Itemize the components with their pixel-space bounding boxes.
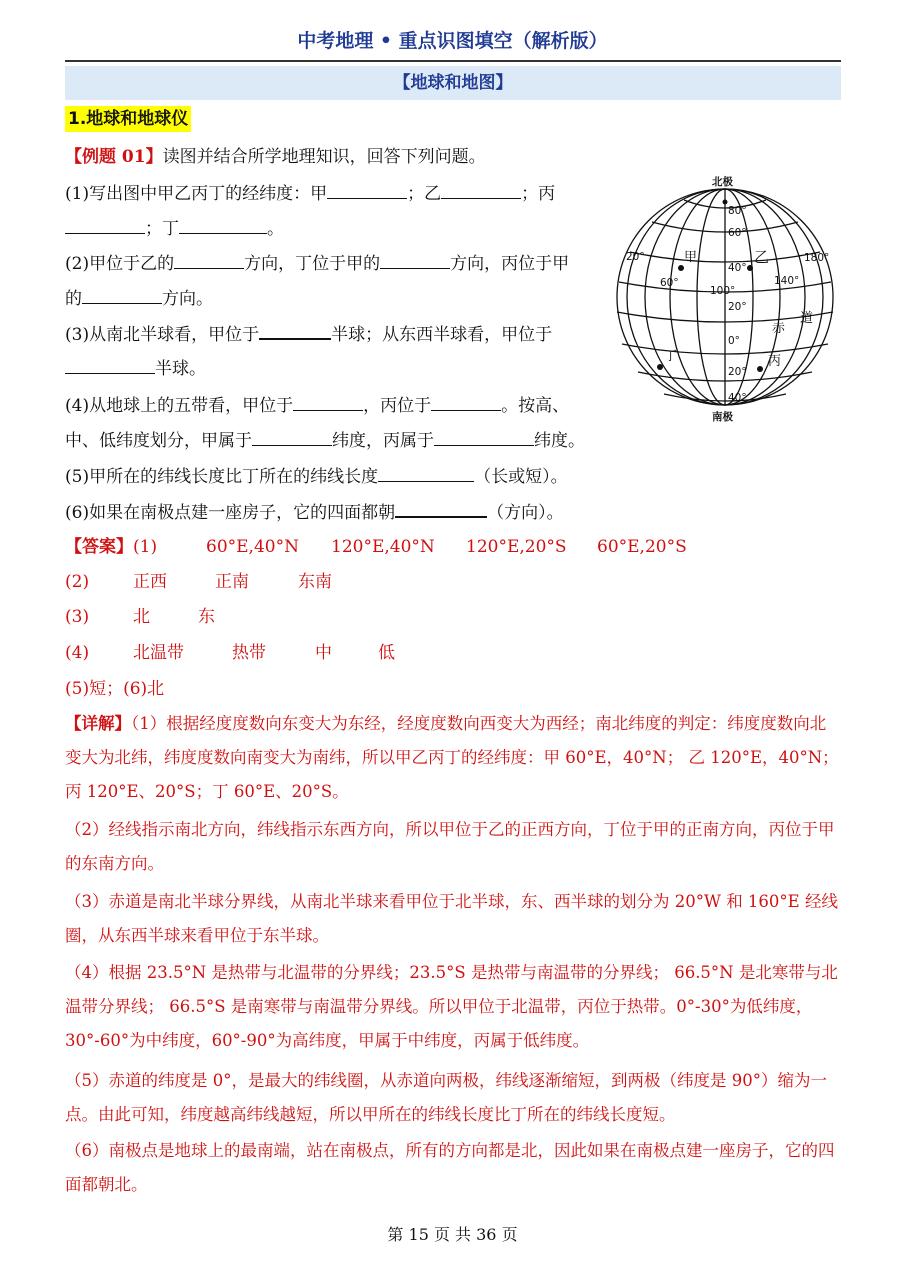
header-rule	[65, 60, 841, 62]
answer-blank	[65, 355, 155, 374]
q4-text: (4)从地球上的五带看，甲位于	[65, 396, 294, 416]
answer-blank	[82, 285, 162, 304]
page-header: 中考地理 • 重点识图填空（解析版）	[297, 30, 608, 52]
lat-label: 20°	[728, 301, 747, 313]
answer-blank	[327, 180, 407, 199]
q6-text: (6)如果在南极点建一座房子，它的四面都朝	[65, 503, 396, 523]
answer-value: 120°E,40°N	[331, 537, 435, 557]
q4-text: 纬度，丙属于	[332, 431, 434, 451]
answer-label: (3)	[65, 607, 90, 627]
answer-value: 正南	[215, 572, 249, 592]
q1-sep: ；丁	[145, 219, 179, 239]
north-pole-label: 北极	[712, 176, 733, 188]
globe-figure	[608, 172, 842, 424]
answer-value: 60°E,20°S	[597, 537, 687, 557]
answer-blank	[293, 392, 363, 411]
lat-label: 0°	[728, 335, 740, 347]
explanation-p3: （3）赤道是南北半球分界线，从南北半球来看甲位于北半球，东、西半球的划分为 20°W 和 160°E 经线圈，从东西半球来看甲位于东半球。	[65, 892, 838, 945]
q4-text: ，丙位于	[363, 396, 432, 416]
answer-blank	[434, 427, 534, 446]
answer-blank	[259, 320, 331, 340]
answer-label: (1)	[133, 537, 158, 557]
section-title: 【地球和地图】	[65, 66, 841, 100]
explanation-p1	[65, 707, 841, 809]
q3-text: 半球。	[155, 359, 206, 379]
point-jia	[678, 265, 684, 271]
point-yi	[747, 265, 753, 271]
label-ding: 丁	[664, 349, 678, 364]
label-jia: 甲	[684, 250, 698, 265]
answer-blank	[378, 463, 474, 482]
q1-sep: ；丙	[521, 184, 556, 204]
lon-label: 140°	[774, 275, 800, 287]
q6-text: （方向）。	[487, 503, 564, 523]
lat-label: 20°	[728, 366, 747, 378]
equator-label-1: 赤	[772, 321, 786, 336]
answer-blank	[395, 498, 487, 518]
south-pole-label: 南极	[712, 411, 733, 423]
explanation-p5: （5）赤道的纬度是 0°，是最大的纬线圈，从赤道向两极，纬线逐渐缩短，到两极（纬度是 90°）缩为一点。由此可知，纬度越高纬线越短，所以甲所在的纬线长度比丁所在的纬线长度短。	[65, 1071, 827, 1124]
point-ding	[657, 364, 663, 370]
lat-label: 40°	[728, 392, 747, 404]
question-2-line-2	[65, 285, 213, 311]
q2-text: 方向，丁位于甲的	[244, 254, 381, 274]
page-footer: 第 15 页 共 36 页	[387, 1225, 518, 1244]
q1-end: 。	[267, 219, 284, 239]
answer-label: (2)	[65, 572, 90, 592]
example-tag: 【例题 01】	[65, 147, 163, 167]
question-3-line-2	[65, 355, 206, 381]
explanation-p2: （2）经线指示南北方向，纬线指示东西方向，所以甲位于乙的正西方向，丁位于甲的正南方向，丙位于甲的东南方向。	[65, 820, 835, 873]
answer-blank	[431, 392, 501, 411]
answer-blank	[179, 215, 267, 234]
answer-row-1	[65, 535, 157, 559]
question-6-line	[65, 498, 564, 525]
answer-blank	[174, 250, 244, 269]
explanation-tag: 【详解】	[65, 714, 131, 733]
q1-sep: ；乙	[407, 184, 442, 204]
question-3-line-1	[65, 320, 552, 347]
q5-text: (5)甲所在的纬线长度比丁所在的纬线长度	[65, 467, 379, 487]
example-intro-line	[65, 145, 486, 169]
question-2-line-1	[65, 250, 569, 276]
answer-blank	[252, 427, 332, 446]
q4-text: 。按高、	[501, 396, 570, 416]
q2-text: 方向，丙位于甲	[450, 254, 570, 274]
answer-label: (4)	[65, 643, 90, 663]
label-bing: 丙	[768, 354, 782, 369]
lat-label: 60°	[728, 227, 747, 239]
equator-label-2: 道	[800, 311, 814, 326]
answer-value: 中	[315, 643, 332, 663]
question-4-line-2	[65, 427, 585, 453]
example-intro: 读图并结合所学地理知识，回答下列问题。	[162, 147, 486, 167]
q4-text: 纬度。	[534, 431, 585, 451]
explanation-p4: （4）根据 23.5°N 是热带与北温带的分界线；23.5°S 是热带与南温带的分界线； 66.5°N 是北寒带与北温带分界线； 66.5°S 是南寒带与南温带分界线。所以甲位于北温带，丙位于热带。0°-30°为低纬度，30°-60°为中纬度，60°-90°为高纬度，甲属于中纬度，丙属于低纬度。	[65, 963, 838, 1050]
q4-text: 中、低纬度划分，甲属于	[65, 431, 252, 451]
answer-value: 北温带	[133, 643, 184, 663]
answer-value: 120°E,20°S	[466, 537, 567, 557]
question-5-line	[65, 463, 568, 489]
north-pole-point	[723, 200, 728, 205]
explanation-text: （1）根据经度度数向东变大为东经，经度度数向西变大为西经；南北纬度的判定：纬度度数向北变大为北纬，纬度度数向南变大为南纬，所以甲乙丙丁的经纬度：甲 60°E，40°N； 乙 120°E，40°N；丙 120°E、20°S；丁 60°E、20°S。	[65, 714, 839, 801]
q3-text: (3)从南北半球看，甲位于	[65, 325, 260, 345]
question-4-line-1	[65, 392, 569, 418]
q5-text: （长或短）。	[474, 467, 568, 487]
answer-value: 60°E,40°N	[206, 537, 299, 557]
answer-tag: 【答案】	[65, 537, 133, 557]
answer-row-5: (5)短；(6)北	[65, 679, 165, 699]
question-1-line-2	[65, 215, 284, 241]
answer-value: 东	[198, 607, 215, 627]
q2-text: 方向。	[162, 289, 213, 309]
lat-label: 40°	[728, 262, 747, 274]
answer-blank	[380, 250, 450, 269]
lat-label: 80°	[728, 205, 747, 217]
answer-blank	[441, 180, 521, 199]
lon-label: 60°	[660, 277, 679, 289]
lon-label: 100°	[710, 285, 736, 297]
q1-text: (1)写出图中甲乙丙丁的经纬度：甲	[65, 184, 328, 204]
question-1-line-1	[65, 180, 555, 206]
explanation-p6: （6）南极点是地球上的最南端，站在南极点，所有的方向都是北，因此如果在南极点建一座房子，它的四面都朝北。	[65, 1141, 835, 1194]
lon-label: 20°	[626, 251, 645, 263]
answer-value: 正西	[133, 572, 167, 592]
answer-value: 东南	[298, 572, 332, 592]
answer-value: 北	[133, 607, 150, 627]
sub-heading: 1.地球和地球仪	[65, 106, 191, 132]
answer-blank	[65, 215, 145, 234]
label-yi: 乙	[754, 248, 770, 266]
lon-label: 180°	[804, 252, 830, 264]
q3-text: 半球；从东西半球看，甲位于	[331, 325, 553, 345]
answer-value: 低	[378, 643, 395, 663]
q2-text: 的	[65, 289, 82, 309]
q2-text: (2)甲位于乙的	[65, 254, 175, 274]
point-bing	[757, 366, 763, 372]
answer-value: 热带	[232, 643, 266, 663]
